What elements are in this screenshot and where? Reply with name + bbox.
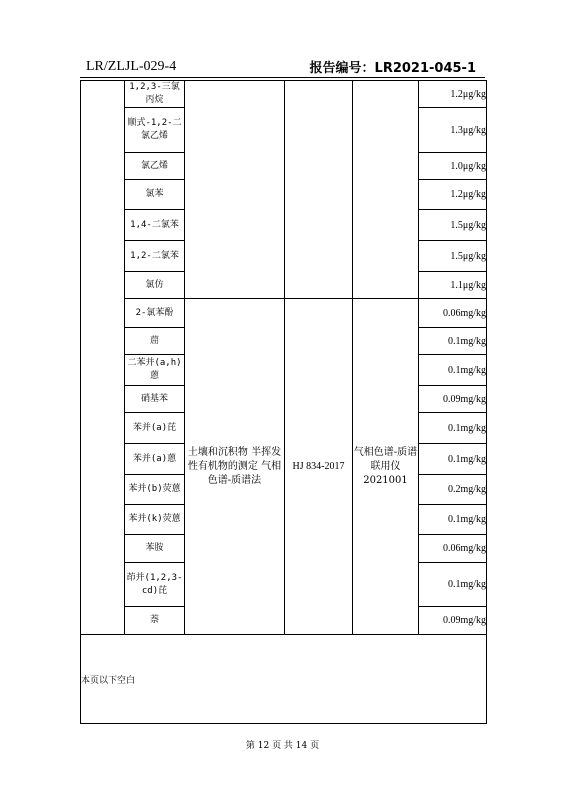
detection-limit: 1.5μg/kg (419, 241, 487, 272)
report-number: 报告编号：LR2021-045-1 (309, 61, 476, 76)
standard-cell (285, 81, 353, 299)
detection-limit: 1.3μg/kg (419, 108, 487, 153)
method-cell: 土壤和沉积物 半挥发性有机物的测定 气相色谱-质谱法 (185, 299, 285, 635)
analyte-name: 硝基苯 (125, 386, 185, 413)
detection-limit: 0.2mg/kg (419, 475, 487, 505)
analyte-name: 1,2,3-三氯丙烷 (125, 81, 185, 108)
detection-limit: 0.06mg/kg (419, 299, 487, 328)
detection-limit: 1.5μg/kg (419, 210, 487, 241)
analyte-name: 䓛 (125, 328, 185, 355)
analyte-name: 萘 (125, 607, 185, 635)
instrument-cell (353, 81, 419, 299)
detection-limit: 0.1mg/kg (419, 413, 487, 444)
analyte-name: 苯并(k)荧蒽 (125, 505, 185, 535)
detection-limit: 0.09mg/kg (419, 386, 487, 413)
detection-limit: 1.1μg/kg (419, 272, 487, 299)
detection-limit: 0.06mg/kg (419, 535, 487, 563)
category-cell (81, 81, 125, 635)
blank-below-note: 本页以下空白 (81, 635, 487, 724)
analyte-name: 氯苯 (125, 180, 185, 210)
note-row (81, 635, 487, 724)
standard-cell: HJ 834-2017 (285, 299, 353, 635)
document-code: LR/ZLJL-029-4 (86, 59, 177, 74)
analyte-name: 氯仿 (125, 272, 185, 299)
analyte-name: 1,2-二氯苯 (125, 241, 185, 272)
analyte-name: 2-氯苯酚 (125, 299, 185, 328)
detection-limit: 0.1mg/kg (419, 444, 487, 475)
page-number: 第 12 页 共 14 页 (245, 741, 320, 751)
table-row (81, 81, 487, 108)
detection-limit: 0.1mg/kg (419, 563, 487, 607)
analyte-name: 苯并(a)蒽 (125, 444, 185, 475)
detection-limit: 0.1mg/kg (419, 355, 487, 386)
method-cell (185, 81, 285, 299)
analyte-name: 1,4-二氯苯 (125, 210, 185, 241)
analyte-name: 茚并(1,2,3-cd)芘 (125, 563, 185, 607)
analyte-name: 氯乙烯 (125, 153, 185, 180)
detection-limit: 0.1mg/kg (419, 505, 487, 535)
table-row (81, 299, 487, 328)
analyte-name: 苯并(b)荧蒽 (125, 475, 185, 505)
header-rule (80, 77, 485, 78)
detection-limit: 1.0μg/kg (419, 153, 487, 180)
detection-limit: 0.09mg/kg (419, 607, 487, 635)
analyte-name: 苯并(a)芘 (125, 413, 185, 444)
analyte-name: 苯胺 (125, 535, 185, 563)
instrument-cell: 气相色谱-质谱联用仪2021001 (353, 299, 419, 635)
detection-limits-table (80, 80, 487, 724)
analyte-name: 二苯并(a,h)蒽 (125, 355, 185, 386)
analyte-name: 顺式-1,2-二氯乙烯 (125, 108, 185, 153)
detection-limit: 1.2μg/kg (419, 180, 487, 210)
detection-limit: 0.1mg/kg (419, 328, 487, 355)
detection-limit: 1.2μg/kg (419, 81, 487, 108)
